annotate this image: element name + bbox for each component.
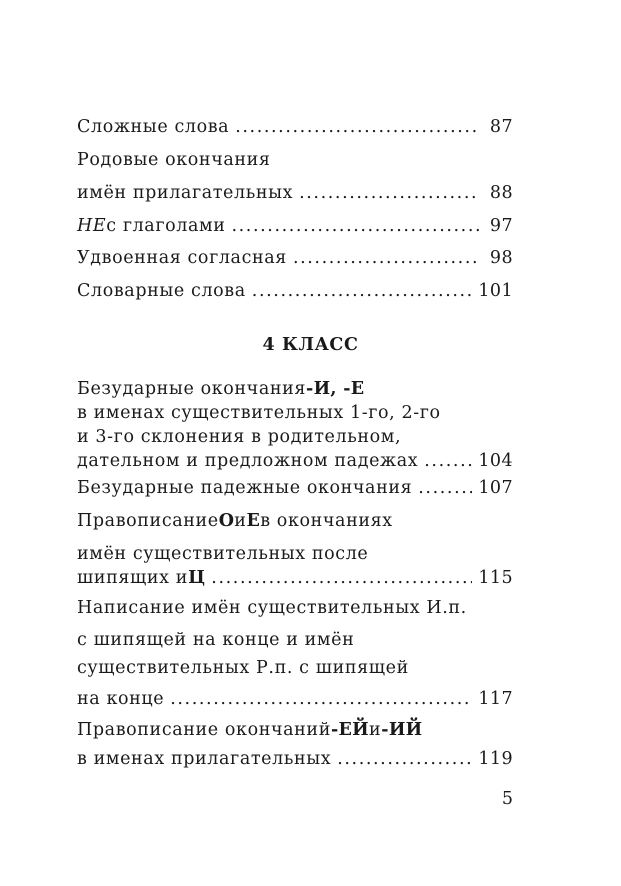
- toc-entry-text: с шипящей на конце и имён: [77, 630, 355, 650]
- toc-entry-text: Написание имён существительных И.п.: [77, 598, 467, 618]
- toc-entry-text: дательном и предложном падежах: [77, 451, 419, 471]
- toc-entry-text: Правописание окончаний: [77, 720, 331, 740]
- toc-entry-line: [77, 719, 513, 741]
- toc-page-number: 107: [478, 478, 513, 498]
- toc-entry-line: [77, 426, 513, 448]
- toc-page-number: 97: [489, 216, 513, 236]
- toc-entry-line: [77, 688, 513, 710]
- toc-entry-line: [77, 450, 513, 472]
- toc-entry-text: Безударные падежные окончания: [77, 478, 413, 498]
- section-heading: 4 КЛАСС: [262, 335, 359, 355]
- toc-entry-text: в окончаниях: [260, 511, 393, 531]
- toc-entry-text-italic: НЕ: [77, 216, 107, 236]
- toc-entry-text: Безударные окончания: [77, 379, 307, 399]
- toc-entry-text-bold: -ИЙ: [381, 720, 423, 740]
- page-number: 5: [501, 789, 513, 809]
- toc-entry-text: Удвоенная согласная: [77, 248, 287, 268]
- dot-leader: [170, 688, 472, 710]
- toc-page-number: 87: [489, 117, 513, 137]
- toc-page-number: 88: [489, 183, 513, 203]
- toc-entry-text: в именах прилагательных: [77, 749, 332, 769]
- toc-entry-line: [77, 597, 513, 619]
- toc-entry-text-bold: -ЕЙ: [330, 720, 370, 740]
- toc-entry-text: Правописание: [77, 511, 219, 531]
- toc-entry-text-bold: Ц: [188, 568, 206, 588]
- toc-entry-text: в именах существительных 1-го, 2-го: [77, 403, 441, 423]
- toc-entry-text: имён существительных после: [77, 544, 369, 564]
- toc-page-number: 104: [478, 451, 513, 471]
- toc-entry-text-bold: О: [218, 511, 235, 531]
- toc-entry-text-bold: -И, -Е: [306, 379, 365, 399]
- toc-entry-line: [77, 280, 513, 302]
- dot-leader: [252, 280, 473, 302]
- toc-entry-line: [77, 182, 513, 204]
- toc-entry-text: и: [234, 511, 247, 531]
- toc-entry-text: и 3-го склонения в родительном,: [77, 427, 402, 447]
- toc-entry-text: шипящих и: [77, 568, 189, 588]
- dot-leader: [211, 567, 472, 589]
- toc-page-number: 101: [478, 281, 513, 301]
- dot-leader: [424, 450, 472, 472]
- dot-leader: [235, 116, 479, 138]
- toc-entry-text: и: [369, 720, 382, 740]
- toc-entry-line: [77, 402, 513, 424]
- toc-entry-text-bold: Е: [246, 511, 261, 531]
- dot-leader: [418, 477, 472, 499]
- toc-entry-line: [77, 215, 513, 237]
- toc-entry-text: Словарные слова: [77, 281, 246, 301]
- dot-leader: [293, 247, 479, 269]
- toc-entry-line: [77, 510, 513, 532]
- toc-entry-line: [77, 116, 513, 138]
- dot-leader: [299, 182, 479, 204]
- toc-entry-line: [77, 247, 513, 269]
- toc-entry-line: [77, 378, 513, 400]
- toc-entry-line: [77, 748, 513, 770]
- toc-page-number: 117: [478, 689, 513, 709]
- toc-page-number: 98: [489, 248, 513, 268]
- toc-entry-text: на конце: [77, 689, 165, 709]
- toc-entry-line: [77, 657, 513, 679]
- toc-entry-line: [77, 543, 513, 565]
- toc-page-number: 119: [478, 749, 513, 769]
- toc-entry-text: имён прилагательных: [77, 183, 294, 203]
- dot-leader: [337, 748, 472, 770]
- toc-page-number: 115: [478, 568, 513, 588]
- toc-entry-line: [77, 149, 513, 171]
- toc-entry-text: с глаголами: [106, 216, 226, 236]
- toc-entry-line: [77, 629, 513, 651]
- dot-leader: [231, 215, 479, 237]
- toc-entry-text: существительных Р.п. с шипящей: [77, 658, 409, 678]
- toc-entry-text: Сложные слова: [77, 117, 230, 137]
- toc-entry-line: [77, 477, 513, 499]
- toc-entry-text: Родовые окончания: [77, 150, 271, 170]
- toc-entry-line: [77, 567, 513, 589]
